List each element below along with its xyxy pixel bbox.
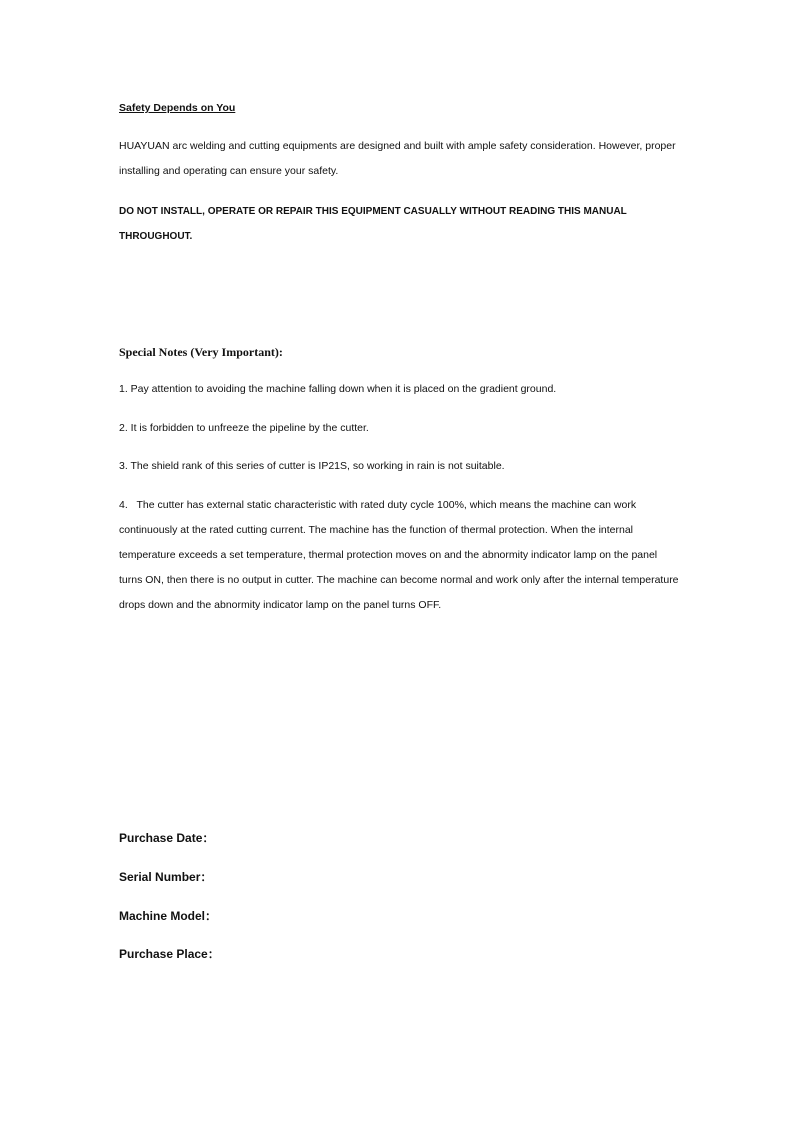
document-title: Safety Depends on You [119,102,236,114]
purchase-place-label: Purchase Place： [119,947,220,961]
note-item: 3. The shield rank of this series of cutter is IP21S, so working in rain is not suitable. [119,460,505,472]
note-item: 4. The cutter has external static characteristic with rated duty cycle 100%, which means the machine can work continuously at the rated cutting current. The machine has the function of thermal protection. When the internal temperature exceeds a set temperature, thermal protection moves on and the abnormity indicator lamp on the panel turns ON, then there is no output in cutter. The machine can become normal and work only after the internal temperature drops down and the abnormity indicator lamp on the panel turns OFF. [119,499,679,611]
serial-number-label: Serial Number： [119,870,213,884]
purchase-date-label: Purchase Date： [119,831,215,845]
machine-model-label: Machine Model： [119,909,218,923]
intro-paragraph: HUAYUAN arc welding and cutting equipments are designed and built with ample safety consideration. However, proper installing and operating can ensure your safety. [119,140,676,177]
special-notes-title: Special Notes (Very Important): [119,345,283,359]
note-item: 1. Pay attention to avoiding the machine falling down when it is placed on the gradient ground. [119,383,557,395]
warning-paragraph: DO NOT INSTALL, OPERATE OR REPAIR THIS EQUIPMENT CASUALLY WITHOUT READING THIS MANUAL THROUGHOUT. [119,206,627,242]
note-item: 2. It is forbidden to unfreeze the pipeline by the cutter. [119,422,369,434]
